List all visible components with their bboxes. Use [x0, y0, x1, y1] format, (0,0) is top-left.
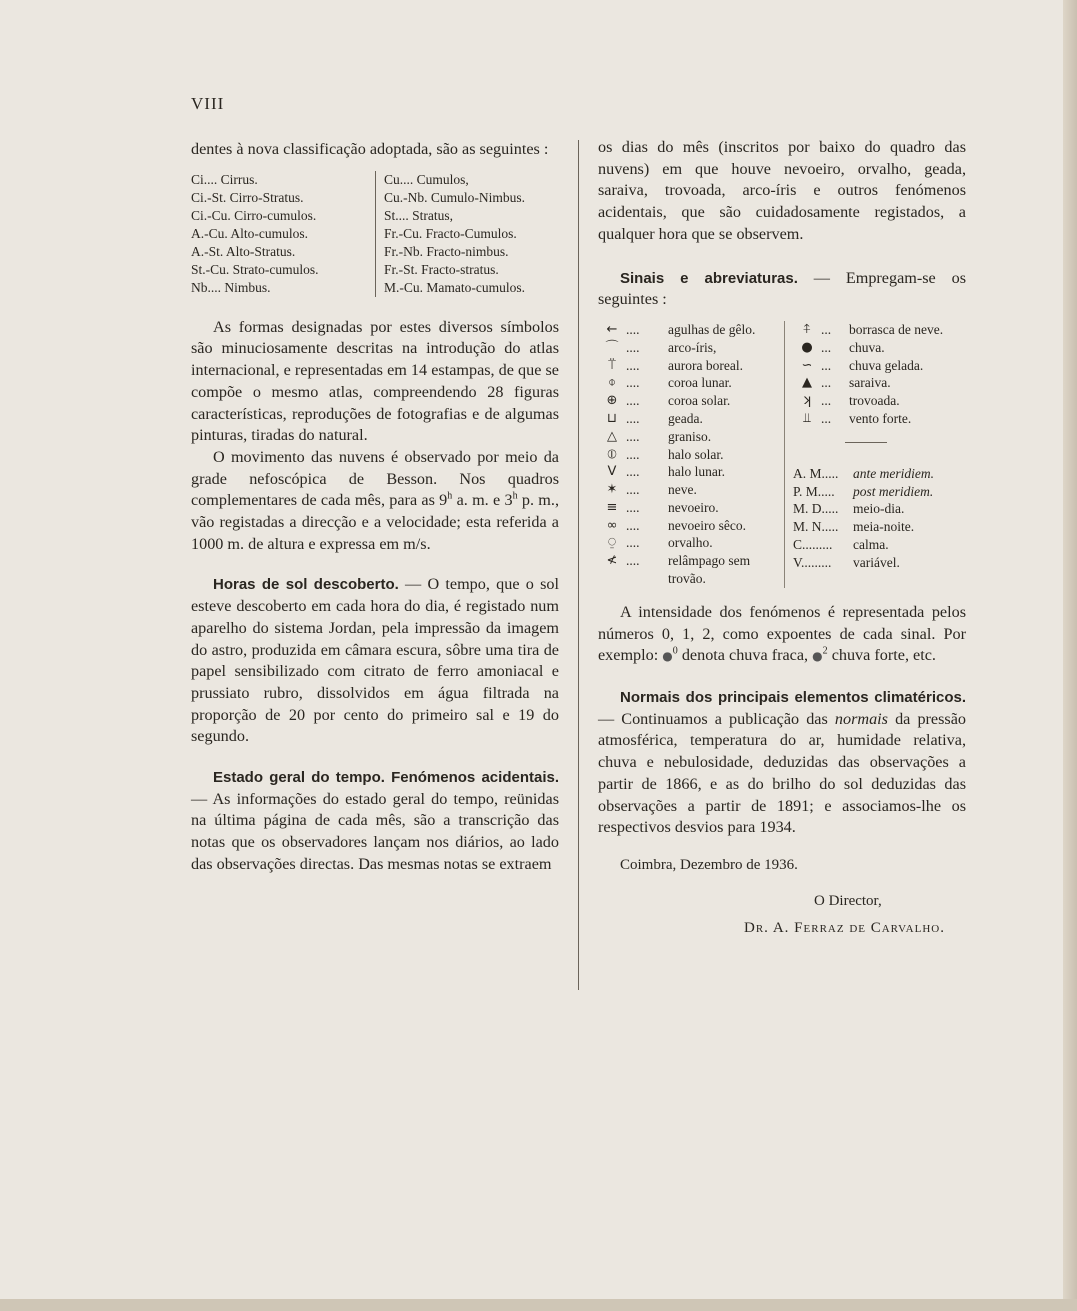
abbreviation: M. D..... — [793, 501, 839, 517]
leader-dots: .... — [626, 535, 640, 551]
sign-label: vento forte. — [849, 410, 912, 426]
leader-dots: ... — [821, 339, 832, 355]
hail-icon: ▲ — [802, 375, 812, 391]
paragraph-sinais: Sinais e abreviaturas. — Empregam-se os seguintes : — [598, 268, 966, 309]
sign-entry — [598, 499, 784, 517]
abbreviation-meaning: meio-dia. — [853, 501, 905, 517]
sign-label: halo solar. — [668, 446, 724, 462]
paragraph-intensidade: A intensidade dos fenómenos é representada pelos números 0, 1, 2, como expoentes de cada sinal. Por exemplo: ●$^0$ denota chuva fraca, ●$^2$ chuva forte, etc. — [598, 602, 966, 665]
cloud-entry: Fr.-Cu. Fracto-Cumulos. — [384, 225, 517, 241]
sign-entry — [598, 321, 784, 339]
leader-dots: .... — [626, 464, 640, 480]
leader-dots: .... — [626, 321, 640, 337]
leader-dots: .... — [626, 482, 640, 498]
cloud-entry: Ci.... Cirrus. — [191, 171, 258, 187]
sign-entry — [598, 481, 784, 499]
abbreviation-entry — [793, 465, 965, 483]
leader-dots: ... — [821, 410, 832, 426]
sign-label: borrasca de neve. — [849, 321, 944, 337]
abbreviation-entry — [793, 536, 965, 554]
sign-label: graniso. — [668, 428, 712, 444]
left-column — [191, 139, 559, 876]
cloud-entry: M.-Cu. Mamato-cumulos. — [384, 279, 525, 295]
sign-label: agulhas de gêlo. — [668, 321, 756, 337]
sign-label: saraiva. — [849, 375, 891, 391]
heading-horas-sol: Horas de sol descoberto. — [213, 576, 399, 594]
arc-icon: ⌒ — [605, 339, 619, 355]
sign-label: arco-íris, — [668, 339, 717, 355]
snow-icon: ✶ — [606, 482, 618, 498]
page-edge-bottom — [0, 1299, 1077, 1311]
sign-entry — [598, 428, 784, 446]
leader-dots: .... — [626, 375, 640, 391]
solar-halo-icon: ⦶ — [607, 446, 617, 462]
sign-label: chuva gelada. — [849, 357, 924, 373]
sign-entry — [598, 410, 784, 428]
sign-entry — [793, 392, 965, 410]
cloud-list-right — [376, 171, 525, 297]
unit-m-s: m/s — [403, 534, 427, 553]
cloud-abbreviation-table — [191, 171, 559, 297]
snow-squall-icon: ⍏ — [803, 321, 811, 337]
arrow-left-icon: ← — [606, 321, 618, 337]
graupel-icon: △ — [607, 428, 617, 444]
paragraph-movimento: O movimento das nuvens é observado por meio da grade nefoscópica de Besson. Nos quadros complementares de cada mês, para as 9$^h$ a. m. e 3$^h$ p. m., vão registadas a direcção e a velocidade; esta referida a 1000 m. de altura e expressa em m/s. — [191, 447, 559, 553]
abbreviation: P. M..... — [793, 483, 835, 499]
leader-dots: ... — [821, 321, 832, 337]
sign-label: relâmpago sem trovão. — [668, 553, 751, 587]
sign-label: orvalho. — [668, 535, 713, 551]
page-number: VIII — [191, 94, 225, 113]
sign-entry — [598, 463, 784, 481]
sign-entry — [793, 374, 965, 392]
abbreviation-meaning: ante meridiem. — [853, 465, 934, 481]
thunder-icon: ʞ — [802, 393, 812, 409]
short-rule — [845, 442, 887, 443]
rain-icon: ● — [662, 649, 673, 664]
paragraph-continuation: os dias do mês (inscritos por baixo do quadro das nuvens) em que houve nevoeiro, orvalho, geada, saraiva, trovoada, arco-íris e outros fenómenos acidentais, que são cuidadosamente registados, a qualquer hora que se observem. — [598, 138, 966, 243]
sign-label: aurora boreal. — [668, 357, 743, 373]
solar-corona-icon: ⊕ — [606, 393, 618, 409]
abbreviation-entry — [793, 500, 965, 518]
cloud-entry: St.... Stratus, — [384, 207, 454, 223]
leader-dots: .... — [626, 410, 640, 426]
lunar-halo-icon: ⴸ — [607, 464, 617, 480]
page-edge — [1063, 0, 1077, 1311]
signer-name: Dr. A. Ferraz de Carvalho. — [744, 920, 945, 937]
abbreviation: V......... — [793, 554, 832, 570]
leader-dots: ... — [821, 357, 832, 373]
heading-sinais: Sinais e abreviaturas. — [620, 269, 798, 287]
cloud-entry: A.-St. Alto-Stratus. — [191, 243, 296, 259]
fog-icon: ≡ — [606, 499, 618, 515]
sign-label: trovoada. — [849, 393, 900, 409]
abbreviation-meaning: variável. — [853, 554, 900, 570]
cloud-entry: Ci.-Cu. Cirro-cumulos. — [191, 207, 317, 223]
column-divider — [578, 140, 579, 990]
sign-label: geada. — [668, 410, 703, 426]
leader-dots: .... — [626, 357, 640, 373]
sign-label: coroa lunar. — [668, 375, 732, 391]
abbreviation-entry — [793, 518, 965, 536]
sign-entry — [598, 339, 784, 357]
strong-wind-icon: ⫫ — [803, 410, 811, 426]
sign-label: coroa solar. — [668, 393, 731, 409]
paragraph-formas: As formas designadas por estes diversos símbolos são minuciosamente descritas na introdução do atlas internacional, e representadas em 14 estampas, de que se compõe o mesmo atlas, compreendendo 28 figuras características, reproduções de fotografias e de algumas pinturas, tiradas do natural. — [191, 317, 559, 445]
right-column — [598, 137, 966, 940]
lightning-icon: ≮ — [606, 553, 618, 569]
paragraph-normais: Normais dos principais elementos climatéricos. — Continuamos a publicação das normais da pressão atmosférica, temperatura do ar, humidade relativa, chuva e nebulosidade, deduzidas das observações a partir de 1866, e as do brilho do sol deduzidas das observações a partir de 1891; e associamos-lhe os respectivos desvios para 1934. — [598, 688, 966, 837]
sign-entry — [793, 357, 965, 375]
cloud-list-left — [191, 171, 376, 297]
heading-normais: Normais dos principais elementos climatéricos. — [620, 688, 966, 706]
paragraph-horas-sol: Horas de sol descoberto. — O tempo, que o sol esteve descoberto em cada hora do dia, é registado num aparelho do sistema Jordan, pela impressão da imagem do astro, produzida em câmara escura, sôbre uma tira de papel sensibilizado com citrato de ferro amoniacal e prussiato rubro, dissolvidos em água filtrada na proporção de 20 por cento do primeiro sal e 19 do segundo. — [191, 575, 560, 746]
signs-table — [598, 321, 966, 588]
abbreviation-meaning: post meridiem. — [853, 483, 934, 499]
paragraph-estado-geral: Estado geral do tempo. Fenómenos acidentais. — As informações do estado geral do tempo, reünidas na última página de cada mês, são a transcrição das notas que os observadores lançam nos diários, ao lado das observações directas. Das mesmas notas se extraem — [191, 769, 559, 873]
lunar-corona-icon: ⌽ — [608, 375, 616, 391]
leader-dots: .... — [626, 517, 640, 533]
place-date: Coimbra, Dezembro de 1936. — [620, 856, 798, 873]
leader-dots: .... — [626, 446, 640, 462]
abbreviation: C......... — [793, 536, 833, 552]
sign-entry — [793, 321, 965, 339]
leader-dots: ... — [821, 375, 832, 391]
sign-label: halo lunar. — [668, 464, 725, 480]
dew-icon: ⍜ — [608, 535, 616, 551]
abbreviation-meaning: calma. — [853, 536, 889, 552]
rain-icon: ● — [812, 649, 823, 664]
leader-dots: .... — [626, 553, 640, 569]
sign-entry — [598, 357, 784, 375]
cloud-entry: Cu.... Cumulos, — [384, 171, 469, 187]
abbreviation: A. M..... — [793, 465, 839, 481]
sign-label: nevoeiro sêco. — [668, 517, 746, 533]
freezing-rain-icon: ∽ — [801, 357, 813, 373]
cloud-entry: St.-Cu. Strato-cumulos. — [191, 261, 319, 277]
sign-entry — [598, 374, 784, 392]
abbreviation-entry — [793, 483, 965, 501]
leader-dots: .... — [626, 499, 640, 515]
signs-list-left — [598, 321, 785, 588]
sign-entry — [598, 534, 784, 552]
sign-label: chuva. — [849, 339, 885, 355]
leader-dots: .... — [626, 339, 640, 355]
cloud-entry: Fr.-St. Fracto-stratus. — [384, 261, 499, 277]
sign-entry — [598, 392, 784, 410]
leader-dots: ... — [821, 393, 832, 409]
cloud-entry: Fr.-Nb. Fracto-nimbus. — [384, 243, 509, 259]
frost-icon: ⊔ — [606, 410, 618, 426]
sign-entry — [793, 410, 965, 428]
sign-entry — [598, 552, 784, 588]
cloud-entry: Cu.-Nb. Cumulo-Nimbus. — [384, 189, 526, 205]
signer-title: O Director, — [814, 892, 882, 909]
cloud-entry: Ci.-St. Cirro-Stratus. — [191, 189, 304, 205]
sign-entry — [598, 446, 784, 464]
sign-label: nevoeiro. — [668, 499, 719, 515]
signs-list-right — [785, 321, 965, 588]
paragraph-intro: dentes à nova classificação adoptada, são as seguintes : — [191, 140, 549, 158]
aurora-icon: ⍡ — [608, 357, 616, 373]
abbreviations-list — [793, 465, 965, 572]
abbreviation-entry — [793, 554, 965, 572]
dry-fog-icon: ∞ — [606, 517, 618, 533]
abbreviation-meaning: meia-noite. — [853, 519, 915, 535]
cloud-entry: Nb.... Nimbus. — [191, 279, 271, 295]
leader-dots: .... — [626, 393, 640, 409]
leader-dots: .... — [626, 428, 640, 444]
sign-entry — [793, 339, 965, 357]
cloud-entry: A.-Cu. Alto-cumulos. — [191, 225, 308, 241]
sign-label: neve. — [668, 482, 697, 498]
sign-entry — [598, 517, 784, 535]
heading-estado-geral: Estado geral do tempo. Fenómenos acidentais. — [213, 769, 559, 787]
rain-icon: ● — [801, 339, 813, 355]
abbreviation: M. N..... — [793, 519, 839, 535]
